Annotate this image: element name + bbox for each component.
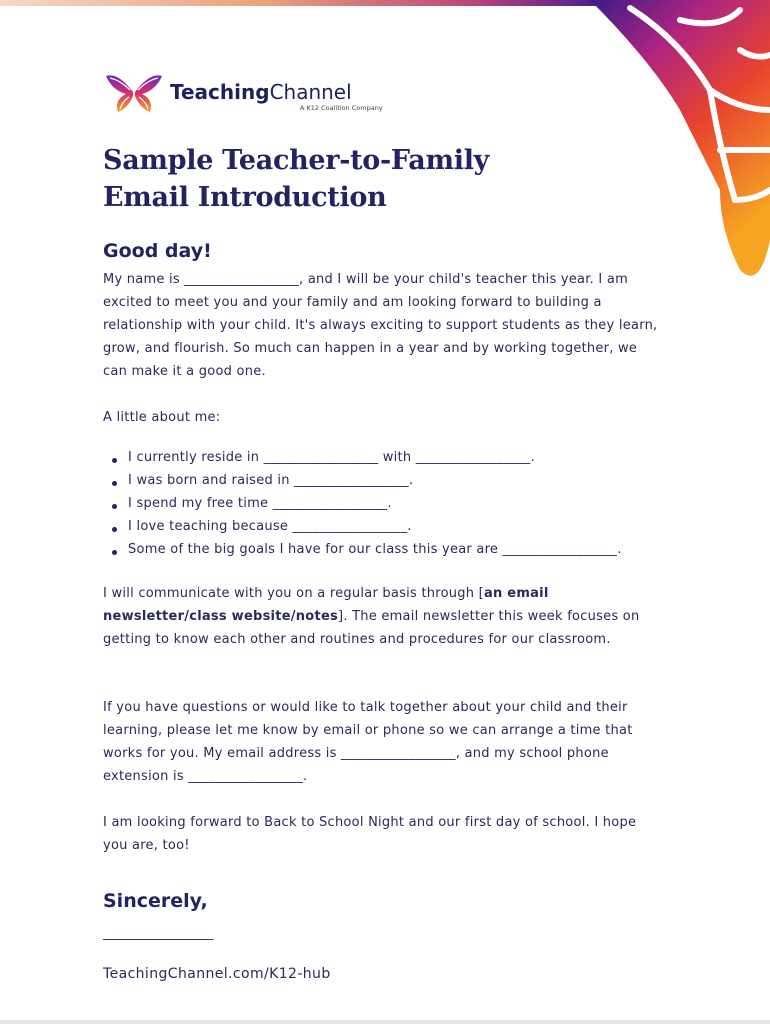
communication-paragraph [103,582,663,651]
list-item-text: I was born and raised in _________________. [128,473,414,488]
butterfly-wing-decoration [570,0,770,280]
communication-channels: an email newsletter/class website/notes [103,586,549,624]
bullet-dot [112,481,117,486]
about-heading: A little about me: [103,410,221,425]
brand-tagline: A K12 Coalition Company [300,104,383,112]
list-item [103,515,683,538]
brand-name-light: Channel [269,80,352,104]
closing-paragraph: I am looking forward to Back to School Night and our first day of school. I hope you are, too! [103,815,637,853]
bullet-dot [112,458,117,463]
bullet-dot [112,504,117,509]
list-item [103,446,683,469]
signoff: Sincerely, [103,890,208,912]
list-item [103,469,683,492]
list-item-text: I love teaching because _________________. [128,519,412,534]
top-accent-bar [0,0,600,6]
communication-text-pre: I will communicate with you on a regular basis through [ [103,586,484,601]
butterfly-logo-icon [104,70,164,114]
list-item-text: Some of the big goals I have for our class this year are _________________. [128,542,622,557]
questions-paragraph: If you have questions or would like to talk together about your child and their learning, please let me know by email or phone so we can arrange a time that works for you. My email address is _________________, and my school phone extension is _________________. [103,700,633,784]
bullet-dot [112,550,117,555]
greeting: Good day! [103,240,212,262]
list-item-text: I spend my free time _________________. [128,496,392,511]
signature-line: _________________ [103,926,214,941]
intro-paragraph: My name is _________________, and I will be your child's teacher this year. I am excited to meet you and your family and am looking forward to building a relationship with your child. It's always exciting to support students as they learn, grow, and flourish. So much can happen in a year and by working together, we can make it a good one. [103,272,658,379]
list-item-text: I currently reside in _________________ with _________________. [128,450,535,465]
title-line-2: Email Introduction [103,182,387,213]
bullet-dot [112,527,117,532]
footer-url-link[interactable]: TeachingChannel.com/K12-hub [103,966,331,982]
brand-name-bold: Teaching [170,80,270,104]
teaching-channel-logo[interactable] [104,70,394,114]
bottom-bar [0,1020,770,1024]
communication-text-post: ]. The email newsletter this week focuses on getting to know each other and routines and procedures for our classroom. [103,609,640,647]
list-item [103,538,683,561]
about-me-list [103,446,683,561]
list-item [103,492,683,515]
brand-name [170,80,352,104]
title-line-1: Sample Teacher-to-Family [103,145,490,176]
document-title [103,142,623,216]
